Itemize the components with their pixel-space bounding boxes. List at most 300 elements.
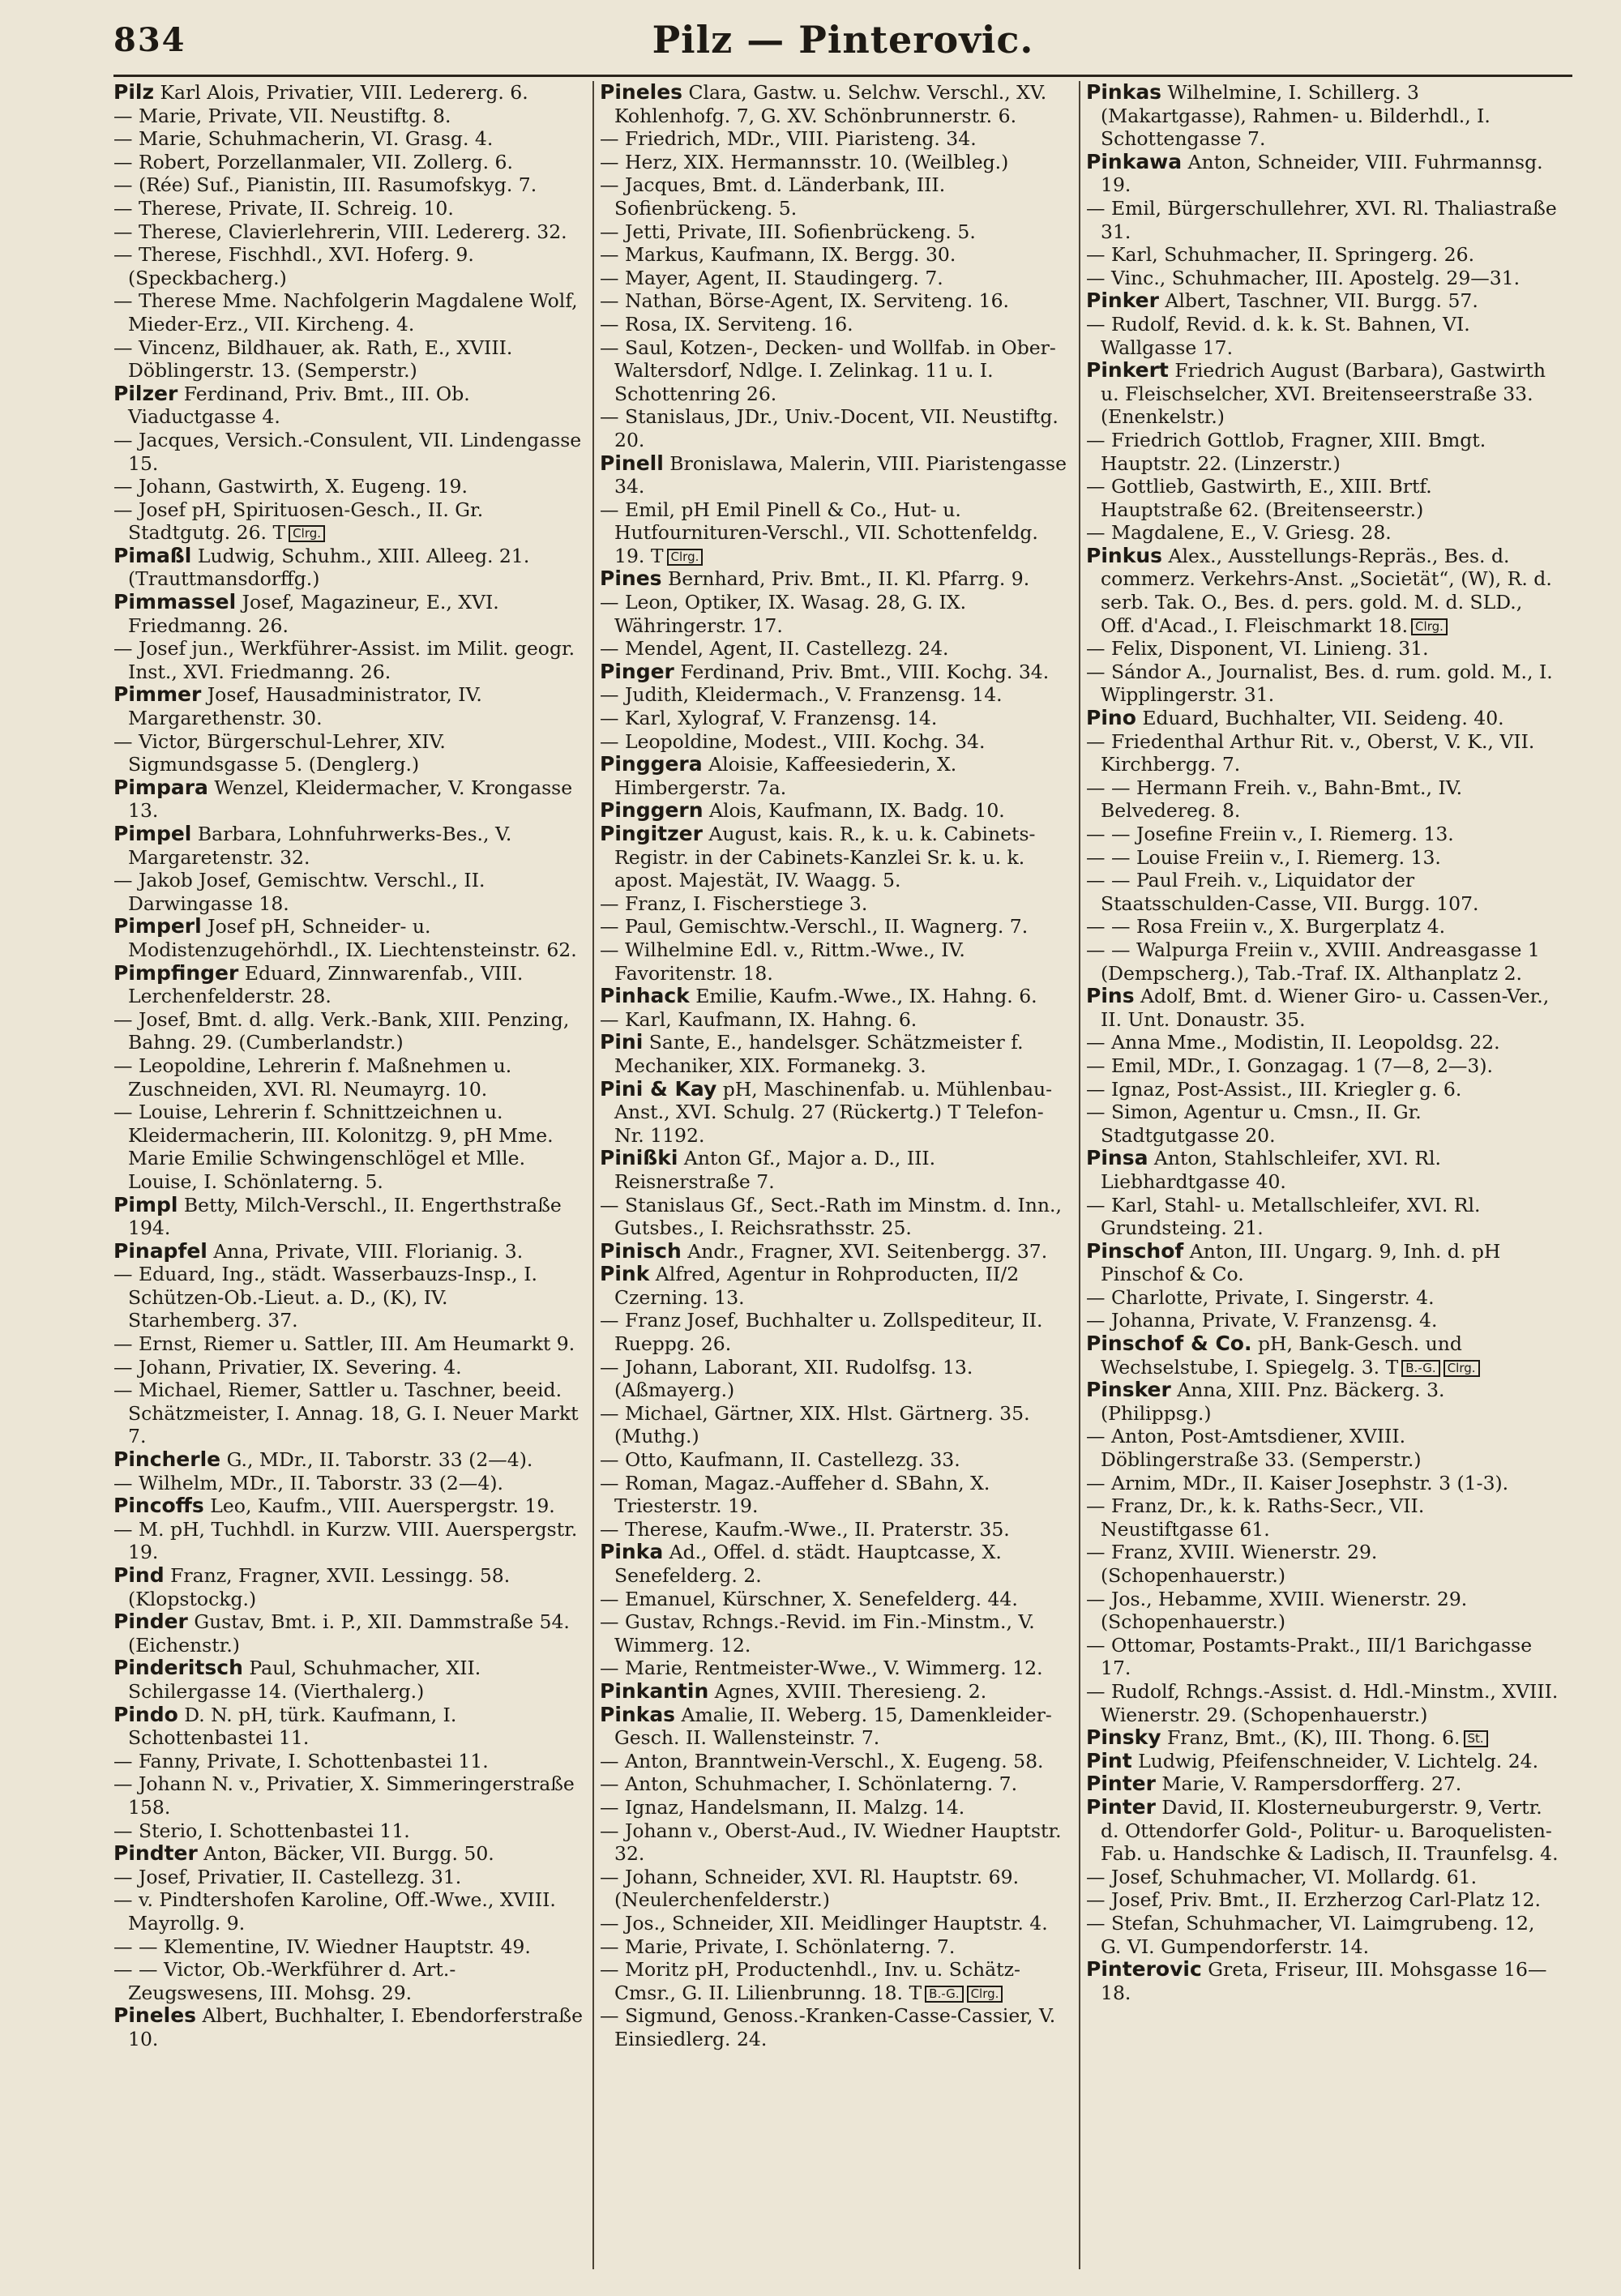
- column-divider: [592, 81, 594, 2269]
- entry-details: Albert, Buchhalter, I. Ebendorferstraße 10.: [128, 2004, 583, 2050]
- entry-details: Paul, Schuhmacher, XII. Schilergasse 14. (Vierthalerg.): [128, 1657, 481, 1703]
- entry-details: Friedrich August (Barbara), Gastwirth u. Fleischselcher, XVI. Breitenseerstraße 33. (Enenkelstr.): [1101, 359, 1546, 429]
- entry-details: Andr., Fragner, XVI. Seitenbergg. 37.: [681, 1239, 1048, 1263]
- entry-details: — Magdalene, E., V. Griesg. 28.: [1086, 521, 1392, 545]
- directory-entry: [600, 1263, 1073, 1309]
- entry-details: — Victor, Bürgerschul-Lehrer, XIV. Sigmundsgasse 5. (Denglerg.): [113, 729, 446, 776]
- entry-details: — Ottomar, Postamts-Prakt., III/1 Barichgasse 17.: [1086, 1633, 1533, 1680]
- entry-details: Alois, Kaufmann, IX. Badg. 10.: [703, 799, 1005, 823]
- directory-entry: [600, 985, 1073, 1008]
- directory-entry: [113, 1518, 587, 1564]
- entry-details: — Saul, Kotzen-, Decken- und Wollfab. in Ober-Waltersdorf, Ndlge. I. Zelinkag. 11 u. I. Schottenring 26.: [600, 336, 1056, 405]
- directory-entry: [113, 1054, 587, 1101]
- entry-details: — Felix, Disponent, VI. Linieng. 31.: [1086, 637, 1429, 661]
- directory-entry: [113, 151, 587, 174]
- directory-column-2: [600, 81, 1073, 2269]
- entry-surname: Pimpfinger: [113, 960, 239, 985]
- entry-details: G., MDr., II. Taborstr. 33 (2—4).: [220, 1448, 533, 1472]
- entry-surname: Pinkantin: [600, 1678, 709, 1703]
- directory-entry: [1086, 81, 1559, 151]
- entry-marker-box: Clrg.: [967, 1986, 1003, 2003]
- entry-details: Wilhelmine, I. Schillerg. 3 (Makartgasse), Rahmen- u. Bilderhdl., I. Schottengasse 7.: [1101, 81, 1491, 151]
- directory-entry: [1086, 1634, 1559, 1680]
- directory-entry: [113, 637, 587, 683]
- entry-details: — Gustav, Rchngs.-Revid. im Fin.-Minstm., V. Wimmerg. 12.: [600, 1610, 1035, 1657]
- entry-surname: Pinterovic: [1086, 1957, 1202, 1982]
- entry-marker-box: Clrg.: [667, 549, 704, 566]
- directory-entry: [113, 127, 587, 151]
- entry-details: Josef pH, Schneider- u. Modistenzugehörhdl., IX. Liechtensteinstr. 62.: [128, 915, 577, 961]
- directory-entry: [600, 1772, 1073, 1796]
- entry-surname: Pineles: [600, 81, 683, 104]
- entry-surname: Pinter: [1086, 1794, 1156, 1819]
- entry-details: Alex., Ausstellungs-Repräs., Bes. d. commerz. Verkehrs-Anst. „Societät“, (W), R. d. serb. Tak. O., Bes. d. pers. gold. M. d. SLD., Off. d'Acad., I. Fleischmarkt 18.: [1101, 544, 1552, 637]
- entry-details: — Jos., Schneider, XII. Meidlinger Hauptstr. 4.: [600, 1911, 1048, 1935]
- entry-details: — — Klementine, IV. Wiedner Hauptstr. 49.: [113, 1935, 531, 1958]
- entry-details: Josef, Hausadministrator, IV. Margarethenstr. 30.: [128, 683, 482, 730]
- directory-entry: [1086, 197, 1559, 243]
- directory-entry: [600, 892, 1073, 916]
- directory-entry: [113, 429, 587, 475]
- directory-column-3: [1086, 81, 1559, 2269]
- entry-details: — Vincenz, Bildhauer, ak. Rath, E., XVIII. Döblingerstr. 13. (Semperstr.): [113, 336, 513, 383]
- entry-details: — Mayer, Agent, II. Staudingerg. 7.: [600, 266, 943, 289]
- directory-entry: [1086, 1472, 1559, 1495]
- directory-entry: [1086, 1888, 1559, 1912]
- entry-marker-box: B.-G.: [925, 1986, 963, 2003]
- entry-details: — — Walpurga Freiin v., XVIII. Andreasgasse 1 (Dempscherg.), Tab.-Traf. IX. Althanplatz 2.: [1086, 938, 1540, 985]
- directory-entry: [113, 823, 587, 869]
- directory-entry: [600, 753, 1073, 799]
- directory-entry: [113, 1356, 587, 1379]
- directory-entry: [600, 1031, 1073, 1077]
- directory-entry: [1086, 151, 1559, 197]
- entry-details: — Sándor A., Journalist, Bes. d. rum. gold. M., I. Wipplingerstr. 31.: [1086, 660, 1553, 707]
- directory-entry: [113, 105, 587, 128]
- entry-surname: Pinter: [1086, 1772, 1156, 1796]
- entry-details: — Otto, Kaufmann, II. Castellezg. 33.: [600, 1448, 960, 1472]
- entry-details: — Anton, Branntwein-Verschl., X. Eugeng. 58.: [600, 1749, 1044, 1772]
- entry-marker-box: B.-G.: [1401, 1360, 1439, 1377]
- entry-surname: Pinggera: [600, 752, 703, 776]
- directory-entry: [1086, 1912, 1559, 1958]
- entry-details: Greta, Friseur, III. Mohsgasse 16—18.: [1101, 1958, 1547, 2004]
- directory-entry: [600, 289, 1073, 313]
- directory-entry: [113, 243, 587, 289]
- entry-surname: Pimperl: [113, 914, 202, 938]
- entry-details: Betty, Milch-Verschl., II. Engerthstraße 194.: [128, 1193, 562, 1240]
- directory-entry: [600, 1472, 1073, 1518]
- entry-details: Anton, Stahlschleifer, XVI. Rl. Liebhardtgasse 40.: [1101, 1147, 1441, 1193]
- directory-entry: [113, 1610, 587, 1657]
- directory-entry: [600, 1147, 1073, 1193]
- directory-entry: [113, 683, 587, 729]
- entry-surname: Pinkus: [1086, 543, 1162, 567]
- entry-details: — — Paul Freih. v., Liquidator der Staatsschulden-Casse, VII. Burgg. 107.: [1086, 869, 1479, 915]
- directory-entry: [600, 938, 1073, 985]
- entry-surname: Pinhack: [600, 984, 690, 1008]
- entry-details: — Sterio, I. Schottenbastei 11.: [113, 1819, 410, 1842]
- directory-entry: [1086, 1054, 1559, 1078]
- directory-entry: [113, 730, 587, 776]
- entry-details: — Arnim, MDr., II. Kaiser Josephstr. 3 (1-3).: [1086, 1471, 1509, 1494]
- entry-surname: Pino: [1086, 706, 1136, 730]
- entry-surname: Pimmer: [113, 682, 202, 707]
- directory-entry: [1086, 1494, 1559, 1541]
- directory-entry: [600, 637, 1073, 661]
- entry-details: — Johann, Privatier, IX. Severing. 4.: [113, 1355, 462, 1379]
- entry-details: — Eduard, Ing., städt. Wasserbauzs-Insp., I. Schützen-Ob.-Lieut. a. D., (K), IV. Starhemberg. 37.: [113, 1263, 537, 1332]
- entry-details: — Johanna, Private, V. Franzensg. 4.: [1086, 1309, 1438, 1332]
- running-head: Pilz — Pinterovic.: [652, 18, 1034, 62]
- entry-details: Barbara, Lohnfuhrwerks-Bes., V. Margaretenstr. 32.: [128, 823, 512, 869]
- directory-entry: [600, 1194, 1073, 1240]
- entry-details: — Johann v., Oberst-Aud., IV. Wiedner Hauptstr. 32.: [600, 1819, 1062, 1866]
- directory-entry: [1086, 869, 1559, 915]
- directory-entry: [113, 1564, 587, 1610]
- entry-surname: Pingitzer: [600, 822, 703, 845]
- entry-surname: Pindo: [113, 1702, 178, 1726]
- directory-entry: [113, 591, 587, 637]
- entry-details: — Josef, Privatier, II. Castellezg. 31.: [113, 1865, 462, 1888]
- directory-entry: [1086, 359, 1559, 429]
- entry-details: — Therese Mme. Nachfolgerin Magdalene Wolf, Mieder-Erz., VII. Kircheng. 4.: [113, 289, 578, 336]
- entry-details: Marie, V. Rampersdorfferg. 27.: [1155, 1772, 1462, 1796]
- directory-entry: [1086, 1379, 1559, 1425]
- directory-entry: [1086, 1240, 1559, 1286]
- entry-details: Aloisie, Kaffeesiederin, X. Himbergerstr. 7a.: [614, 753, 957, 799]
- entry-details: — Therese, Kaufm.-Wwe., II. Praterstr. 35.: [600, 1517, 1010, 1541]
- entry-details: Anton, III. Ungarg. 9, Inh. d. pH Pinschof & Co.: [1101, 1239, 1501, 1286]
- entry-surname: Pimpara: [113, 775, 208, 799]
- entry-details: — Karl, Stahl- u. Metallschleifer, XVI. Rl. Grundsteing. 21.: [1086, 1193, 1481, 1240]
- entry-details: Eduard, Buchhalter, VII. Seideng. 40.: [1136, 707, 1504, 730]
- entry-details: — Marie, Rentmeister-Wwe., V. Wimmerg. 12.: [600, 1657, 1043, 1680]
- entry-surname: Pinsky: [1086, 1725, 1161, 1750]
- entry-details: — — Josefine Freiin v., I. Riemerg. 13.: [1086, 823, 1454, 845]
- directory-columns: [113, 81, 1572, 2277]
- entry-details: — Karl, Kaufmann, IX. Hahng. 6.: [600, 1007, 917, 1031]
- directory-entry: [1086, 289, 1559, 313]
- entry-details: — Nathan, Börse-Agent, IX. Serviteng. 16.: [600, 289, 1010, 313]
- entry-details: Leo, Kaufm., VIII. Auerspergstr. 19.: [203, 1494, 555, 1518]
- entry-details: — Leopoldine, Lehrerin f. Maßnehmen u. Zuschneiden, XVI. Rl. Neumayrg. 10.: [113, 1054, 512, 1101]
- directory-entry: [113, 498, 587, 545]
- entry-details: Anton Gf., Major a. D., III. Reisnerstraße 7.: [614, 1147, 936, 1193]
- entry-details: — Johann N. v., Privatier, X. Simmeringerstraße 158.: [113, 1772, 575, 1819]
- entry-surname: Pinder: [113, 1610, 188, 1634]
- directory-entry: [113, 220, 587, 244]
- entry-details: Ferdinand, Priv. Bmt., VIII. Kochg. 34.: [674, 660, 1050, 683]
- directory-entry: [1086, 1772, 1559, 1796]
- directory-entry: [600, 1518, 1073, 1541]
- entry-details: — Fanny, Private, I. Schottenbastei 11.: [113, 1749, 489, 1772]
- entry-surname: Pinger: [600, 659, 674, 683]
- entry-details: — Marie, Schuhmacherin, VI. Grasg. 4.: [113, 127, 494, 151]
- directory-entry: [600, 683, 1073, 707]
- entry-surname: Pinkas: [600, 1702, 676, 1726]
- entry-details: — Johann, Schneider, XVI. Rl. Hauptstr. 69. (Neulerchenfelderstr.): [600, 1865, 1020, 1912]
- entry-surname: Pinißki: [600, 1146, 678, 1170]
- entry-surname: Pinkert: [1086, 358, 1169, 383]
- directory-entry: [113, 289, 587, 336]
- directory-entry: [1086, 521, 1559, 545]
- entry-details: Amalie, II. Weberg. 15, Damenkleider-Gesch. II. Wallensteinstr. 7.: [614, 1703, 1052, 1750]
- entry-surname: Pilz: [113, 81, 155, 104]
- entry-details: — Paul, Gemischtw.-Verschl., II. Wagnerg. 7.: [600, 915, 1029, 938]
- directory-entry: [113, 1657, 587, 1703]
- directory-entry: [1086, 1194, 1559, 1240]
- entry-details: — Moritz pH, Productenhdl., Inv. u. Schätz-Cmsr., G. II. Lilienbrunng. 18. T: [600, 1958, 1020, 2004]
- entry-details: — Emil, MDr., I. Gonzagag. 1 (7—8, 2—3).: [1086, 1054, 1494, 1077]
- entry-details: Franz, Bmt., (K), III. Thong. 6.: [1161, 1726, 1461, 1750]
- entry-details: — Emil, Bürgerschullehrer, XVI. Rl. Thaliastraße 31.: [1086, 196, 1557, 243]
- entry-surname: Pimpel: [113, 822, 192, 845]
- directory-entry: [600, 452, 1073, 498]
- directory-entry: [1086, 313, 1559, 359]
- entry-marker-box: Clrg.: [1411, 618, 1448, 635]
- entry-details: — Gottlieb, Gastwirth, E., XIII. Brtf. Hauptstraße 62. (Breitenseerstr.): [1086, 475, 1432, 521]
- entry-surname: Pinka: [600, 1540, 664, 1564]
- directory-entry: [600, 1704, 1073, 1750]
- entry-details: — Rosa, IX. Serviteng. 16.: [600, 312, 853, 336]
- directory-entry: [113, 1935, 587, 1959]
- entry-details: — Wilhelmine Edl. v., Rittm.-Wwe., IV. Favoritenstr. 18.: [600, 938, 965, 985]
- entry-details: — Roman, Magaz.-Auffeher d. SBahn, X. Triesterstr. 19.: [600, 1471, 990, 1518]
- entry-details: pH, Maschinenfab. u. Mühlenbau-Anst., XVI. Schulg. 27 (Rückertg.) T Telefon-Nr. 1192.: [614, 1077, 1053, 1147]
- directory-entry: [113, 1379, 587, 1448]
- directory-entry: [1086, 1147, 1559, 1193]
- directory-entry: [600, 1541, 1073, 1587]
- entry-details: — Markus, Kaufmann, IX. Bergg. 30.: [600, 243, 956, 267]
- directory-entry: [1086, 1680, 1559, 1726]
- entry-details: — Leopoldine, Modest., VIII. Kochg. 34.: [600, 729, 986, 753]
- entry-details: Ad., Offel. d. städt. Hauptcasse, X. Senefelderg. 2.: [614, 1541, 1002, 1587]
- entry-details: — Friedrich Gottlob, Fragner, XIII. Bmgt. Hauptstr. 22. (Linzerstr.): [1086, 428, 1486, 475]
- directory-entry: [600, 220, 1073, 244]
- entry-details: — (Rée) Suf., Pianistin, III. Rasumofskyg. 7.: [113, 173, 537, 197]
- directory-entry: [1086, 776, 1559, 823]
- directory-entry: [1086, 1588, 1559, 1634]
- entry-details: — Sigmund, Genoss.-Kranken-Casse-Cassier, V. Einsiedlerg. 24.: [600, 2004, 1056, 2050]
- directory-entry: [600, 1796, 1073, 1819]
- entry-details: — v. Pindtershofen Karoline, Off.-Wwe., XVIII. Mayrollg. 9.: [113, 1888, 556, 1935]
- directory-entry: [113, 1494, 587, 1518]
- directory-entry: [1086, 1541, 1559, 1587]
- entry-details: — Mendel, Agent, II. Castellezg. 24.: [600, 637, 949, 661]
- directory-entry: [1086, 823, 1559, 846]
- entry-details: — Friedenthal Arthur Rit. v., Oberst, V. K., VII. Kirchbergg. 7.: [1086, 729, 1535, 776]
- directory-entry: [600, 1657, 1073, 1680]
- entry-details: pH, Bank-Gesch. und Wechselstube, I. Spiegelg. 3. T: [1101, 1332, 1462, 1379]
- entry-details: — — Hermann Freih. v., Bahn-Bmt., IV. Belvedereg. 8.: [1086, 776, 1463, 823]
- directory-entry: [600, 823, 1073, 892]
- directory-entry: [1086, 661, 1559, 707]
- entry-surname: Pini: [600, 1030, 644, 1054]
- entry-details: — Robert, Porzellanmaler, VII. Zollerg. 6.: [113, 150, 513, 173]
- entry-details: — Johann, Gastwirth, X. Eugeng. 19.: [113, 475, 468, 498]
- entry-details: Emilie, Kaufm.-Wwe., IX. Hahng. 6.: [689, 985, 1037, 1008]
- directory-entry: [113, 1332, 587, 1356]
- directory-entry: [113, 1472, 587, 1495]
- entry-details: — Michael, Riemer, Sattler u. Taschner, beeid. Schätzmeister, I. Annag. 18, G. I. Neuer Markt 7.: [113, 1379, 579, 1448]
- entry-details: Bronislawa, Malerin, VIII. Piaristengasse 34.: [614, 451, 1067, 498]
- directory-entry: [113, 1008, 587, 1054]
- directory-entry: [1086, 1101, 1559, 1147]
- entry-details: — Johann, Laborant, XII. Rudolfsg. 13. (Aßmayerg.): [600, 1355, 973, 1402]
- entry-marker-box: St.: [1464, 1730, 1488, 1747]
- directory-entry: [1086, 1750, 1559, 1773]
- entry-details: — Judith, Kleidermach., V. Franzensg. 14.: [600, 683, 1003, 707]
- entry-details: — Anton, Schuhmacher, I. Schönlaterng. 7.: [600, 1772, 1018, 1796]
- entry-details: — Therese, Clavierlehrerin, VIII. Ledererg. 32.: [113, 220, 567, 243]
- directory-entry: [600, 730, 1073, 754]
- directory-column-1: [113, 81, 587, 2269]
- directory-entry: [113, 776, 587, 823]
- entry-details: — Stanislaus, JDr., Univ.-Docent, VII. Neustiftg. 20.: [600, 405, 1059, 451]
- entry-details: Wenzel, Kleidermacher, V. Krongasse 13.: [128, 776, 573, 823]
- entry-surname: Pimpl: [113, 1192, 178, 1216]
- entry-surname: Pineles: [113, 2003, 197, 2028]
- directory-entry: [113, 1240, 587, 1263]
- directory-entry: [113, 1101, 587, 1193]
- entry-surname: Pini & Kay: [600, 1076, 717, 1101]
- directory-entry: [600, 81, 1073, 127]
- directory-entry: [600, 1912, 1073, 1935]
- directory-entry: [600, 173, 1073, 220]
- entry-marker-box: Clrg.: [289, 525, 325, 542]
- directory-entry: [113, 173, 587, 197]
- directory-entry: [600, 1680, 1073, 1704]
- directory-entry: [600, 1610, 1073, 1657]
- entry-surname: Pilzer: [113, 381, 178, 405]
- directory-entry: [600, 1588, 1073, 1611]
- directory-entry: [600, 1866, 1073, 1912]
- entry-details: — Stanislaus Gf., Sect.-Rath im Minstm. d. Inn., Gutsbes., I. Reichsrathsstr. 25.: [600, 1193, 1062, 1240]
- entry-surname: Pinapfel: [113, 1238, 207, 1263]
- directory-entry: [113, 869, 587, 915]
- entry-details: — Franz, I. Fischerstiege 3.: [600, 891, 868, 915]
- directory-entry: [113, 1772, 587, 1819]
- directory-entry: [1086, 267, 1559, 290]
- directory-entry: [113, 545, 587, 591]
- directory-entry: [600, 1078, 1073, 1148]
- directory-entry: [600, 127, 1073, 151]
- directory-entry: [1086, 1726, 1559, 1750]
- directory-entry: [600, 567, 1073, 591]
- directory-entry: [600, 336, 1073, 406]
- directory-entry: [113, 2004, 587, 2050]
- entry-surname: Pinschof: [1086, 1238, 1184, 1263]
- directory-entry: [113, 1888, 587, 1935]
- entry-details: — — Victor, Ob.-Werkführer d. Art.-Zeugswesens, III. Mohsg. 29.: [113, 1958, 456, 2004]
- entry-surname: Pink: [600, 1262, 650, 1286]
- entry-details: Clara, Gastw. u. Selchw. Verschl., XV. Kohlenhofg. 7, G. XV. Schönbrunnerstr. 6.: [614, 81, 1047, 127]
- entry-details: — Rudolf, Revid. d. k. k. St. Bahnen, VI. Wallgasse 17.: [1086, 312, 1470, 359]
- directory-entry: [600, 267, 1073, 290]
- directory-entry: [1086, 707, 1559, 730]
- entry-details: D. N. pH, türk. Kaufmann, I. Schottenbastei 11.: [128, 1703, 457, 1750]
- entry-details: — Michael, Gärtner, XIX. Hlst. Gärtnerg. 35. (Muthg.): [600, 1401, 1030, 1448]
- entry-details: — Louise, Lehrerin f. Schnittzeichnen u. Kleidermacherin, III. Kolonitzg. 9, pH Mme. Marie Emilie Schwingenschlögel et Mlle. Louise, I. Schönlaterng. 5.: [113, 1101, 554, 1193]
- directory-entry: [1086, 637, 1559, 661]
- entry-details: Sante, E., handelsger. Schätzmeister f. Mechaniker, XIX. Formanekg. 3.: [614, 1031, 1024, 1077]
- directory-entry: [1086, 938, 1559, 985]
- directory-entry: [600, 661, 1073, 684]
- entry-details: — Jacques, Bmt. d. Länderbank, III. Sofienbrückeng. 5.: [600, 173, 946, 220]
- entry-details: — Friedrich, MDr., VIII. Piaristeng. 34.: [600, 127, 977, 151]
- entry-surname: Pines: [600, 567, 662, 591]
- directory-entry: [113, 962, 587, 1008]
- directory-entry: [600, 313, 1073, 336]
- entry-details: Bernhard, Priv. Bmt., II. Kl. Pfarrg. 9.: [661, 567, 1030, 591]
- entry-details: — Vinc., Schuhmacher, III. Apostelg. 29—31.: [1086, 266, 1520, 289]
- entry-surname: Pinschof & Co.: [1086, 1332, 1252, 1356]
- entry-details: — Leon, Optiker, IX. Wasag. 28, G. IX. Währingerstr. 17.: [600, 591, 967, 637]
- directory-entry: [1086, 915, 1559, 938]
- directory-entry: [1086, 429, 1559, 475]
- entry-details: — Stefan, Schuhmacher, VI. Laimgrubeng. 12, G. VI. Gumpendorferstr. 14.: [1086, 1911, 1535, 1958]
- entry-details: Gustav, Bmt. i. P., XII. Dammstraße 54. (Eichenstr.): [128, 1610, 570, 1657]
- directory-entry: [600, 591, 1073, 637]
- directory-entry: [600, 1448, 1073, 1472]
- directory-entry: [600, 1819, 1073, 1866]
- entry-details: — Jacques, Versich.-Consulent, VII. Lindengasse 15.: [113, 428, 582, 475]
- entry-details: — Jetti, Private, III. Sofienbrückeng. 5.: [600, 220, 976, 243]
- entry-details: — Josef jun., Werkführer-Assist. im Milit. geogr. Inst., XVI. Friedmanng. 26.: [113, 637, 575, 683]
- entry-details: Josef, Magazineur, E., XVI. Friedmanng. 26.: [128, 591, 499, 637]
- directory-entry: [1086, 1309, 1559, 1332]
- entry-details: — Anna Mme., Modistin, II. Leopoldsg. 22.: [1086, 1031, 1500, 1054]
- directory-entry: [1086, 1332, 1559, 1379]
- entry-details: — Karl, Schuhmacher, II. Springerg. 26.: [1086, 243, 1475, 267]
- directory-entry: [600, 405, 1073, 451]
- entry-details: — — Louise Freiin v., I. Riemerg. 13.: [1086, 845, 1441, 869]
- entry-details: — Anton, Post-Amtsdiener, XVIII. Döblingerstraße 33. (Semperstr.): [1086, 1425, 1422, 1472]
- entry-details: Eduard, Zinnwarenfab., VIII. Lerchenfelderstr. 28.: [128, 961, 524, 1008]
- directory-entry: [113, 1958, 587, 2004]
- directory-entry: [600, 1402, 1073, 1448]
- entry-details: — Herz, XIX. Hermannsstr. 10. (Weilbleg.): [600, 150, 1009, 173]
- directory-entry: [1086, 846, 1559, 870]
- entry-details: Franz, Fragner, XVII. Lessingg. 58. (Klopstockg.): [128, 1564, 511, 1610]
- directory-entry: [1086, 1958, 1559, 2004]
- entry-details: — — Rosa Freiin v., X. Burgerplatz 4.: [1086, 915, 1446, 938]
- entry-details: Anna, Private, VIII. Florianig. 3.: [207, 1239, 524, 1263]
- directory-entry: [600, 2004, 1073, 2050]
- entry-details: — Marie, Private, VII. Neustiftg. 8.: [113, 104, 451, 127]
- entry-surname: Pincoffs: [113, 1494, 204, 1518]
- entry-details: — Therese, Private, II. Schreig. 10.: [113, 196, 454, 220]
- entry-surname: Pinkawa: [1086, 149, 1183, 173]
- entry-details: — Karl, Xylograf, V. Franzensg. 14.: [600, 707, 938, 730]
- entry-details: Albert, Taschner, VII. Burgg. 57.: [1158, 289, 1478, 313]
- directory-entry: [113, 197, 587, 220]
- directory-entry: [1086, 1796, 1559, 1866]
- entry-surname: Pinsa: [1086, 1146, 1148, 1170]
- entry-details: Anton, Schneider, VIII. Fuhrmannsg. 19.: [1101, 150, 1543, 197]
- directory-entry: [600, 1958, 1073, 2004]
- entry-surname: Pind: [113, 1563, 165, 1587]
- directory-entry: [113, 475, 587, 498]
- column-divider: [1079, 81, 1080, 2269]
- directory-entry: [1086, 1031, 1559, 1054]
- directory-entry: [113, 383, 587, 429]
- entry-details: — Jos., Hebamme, XVIII. Wienerstr. 29. (Schopenhauerstr.): [1086, 1587, 1468, 1634]
- directory-entry: [600, 1309, 1073, 1355]
- directory-entry: [1086, 243, 1559, 267]
- entry-details: Ferdinand, Priv. Bmt., III. Ob. Viaductgasse 4.: [128, 382, 470, 429]
